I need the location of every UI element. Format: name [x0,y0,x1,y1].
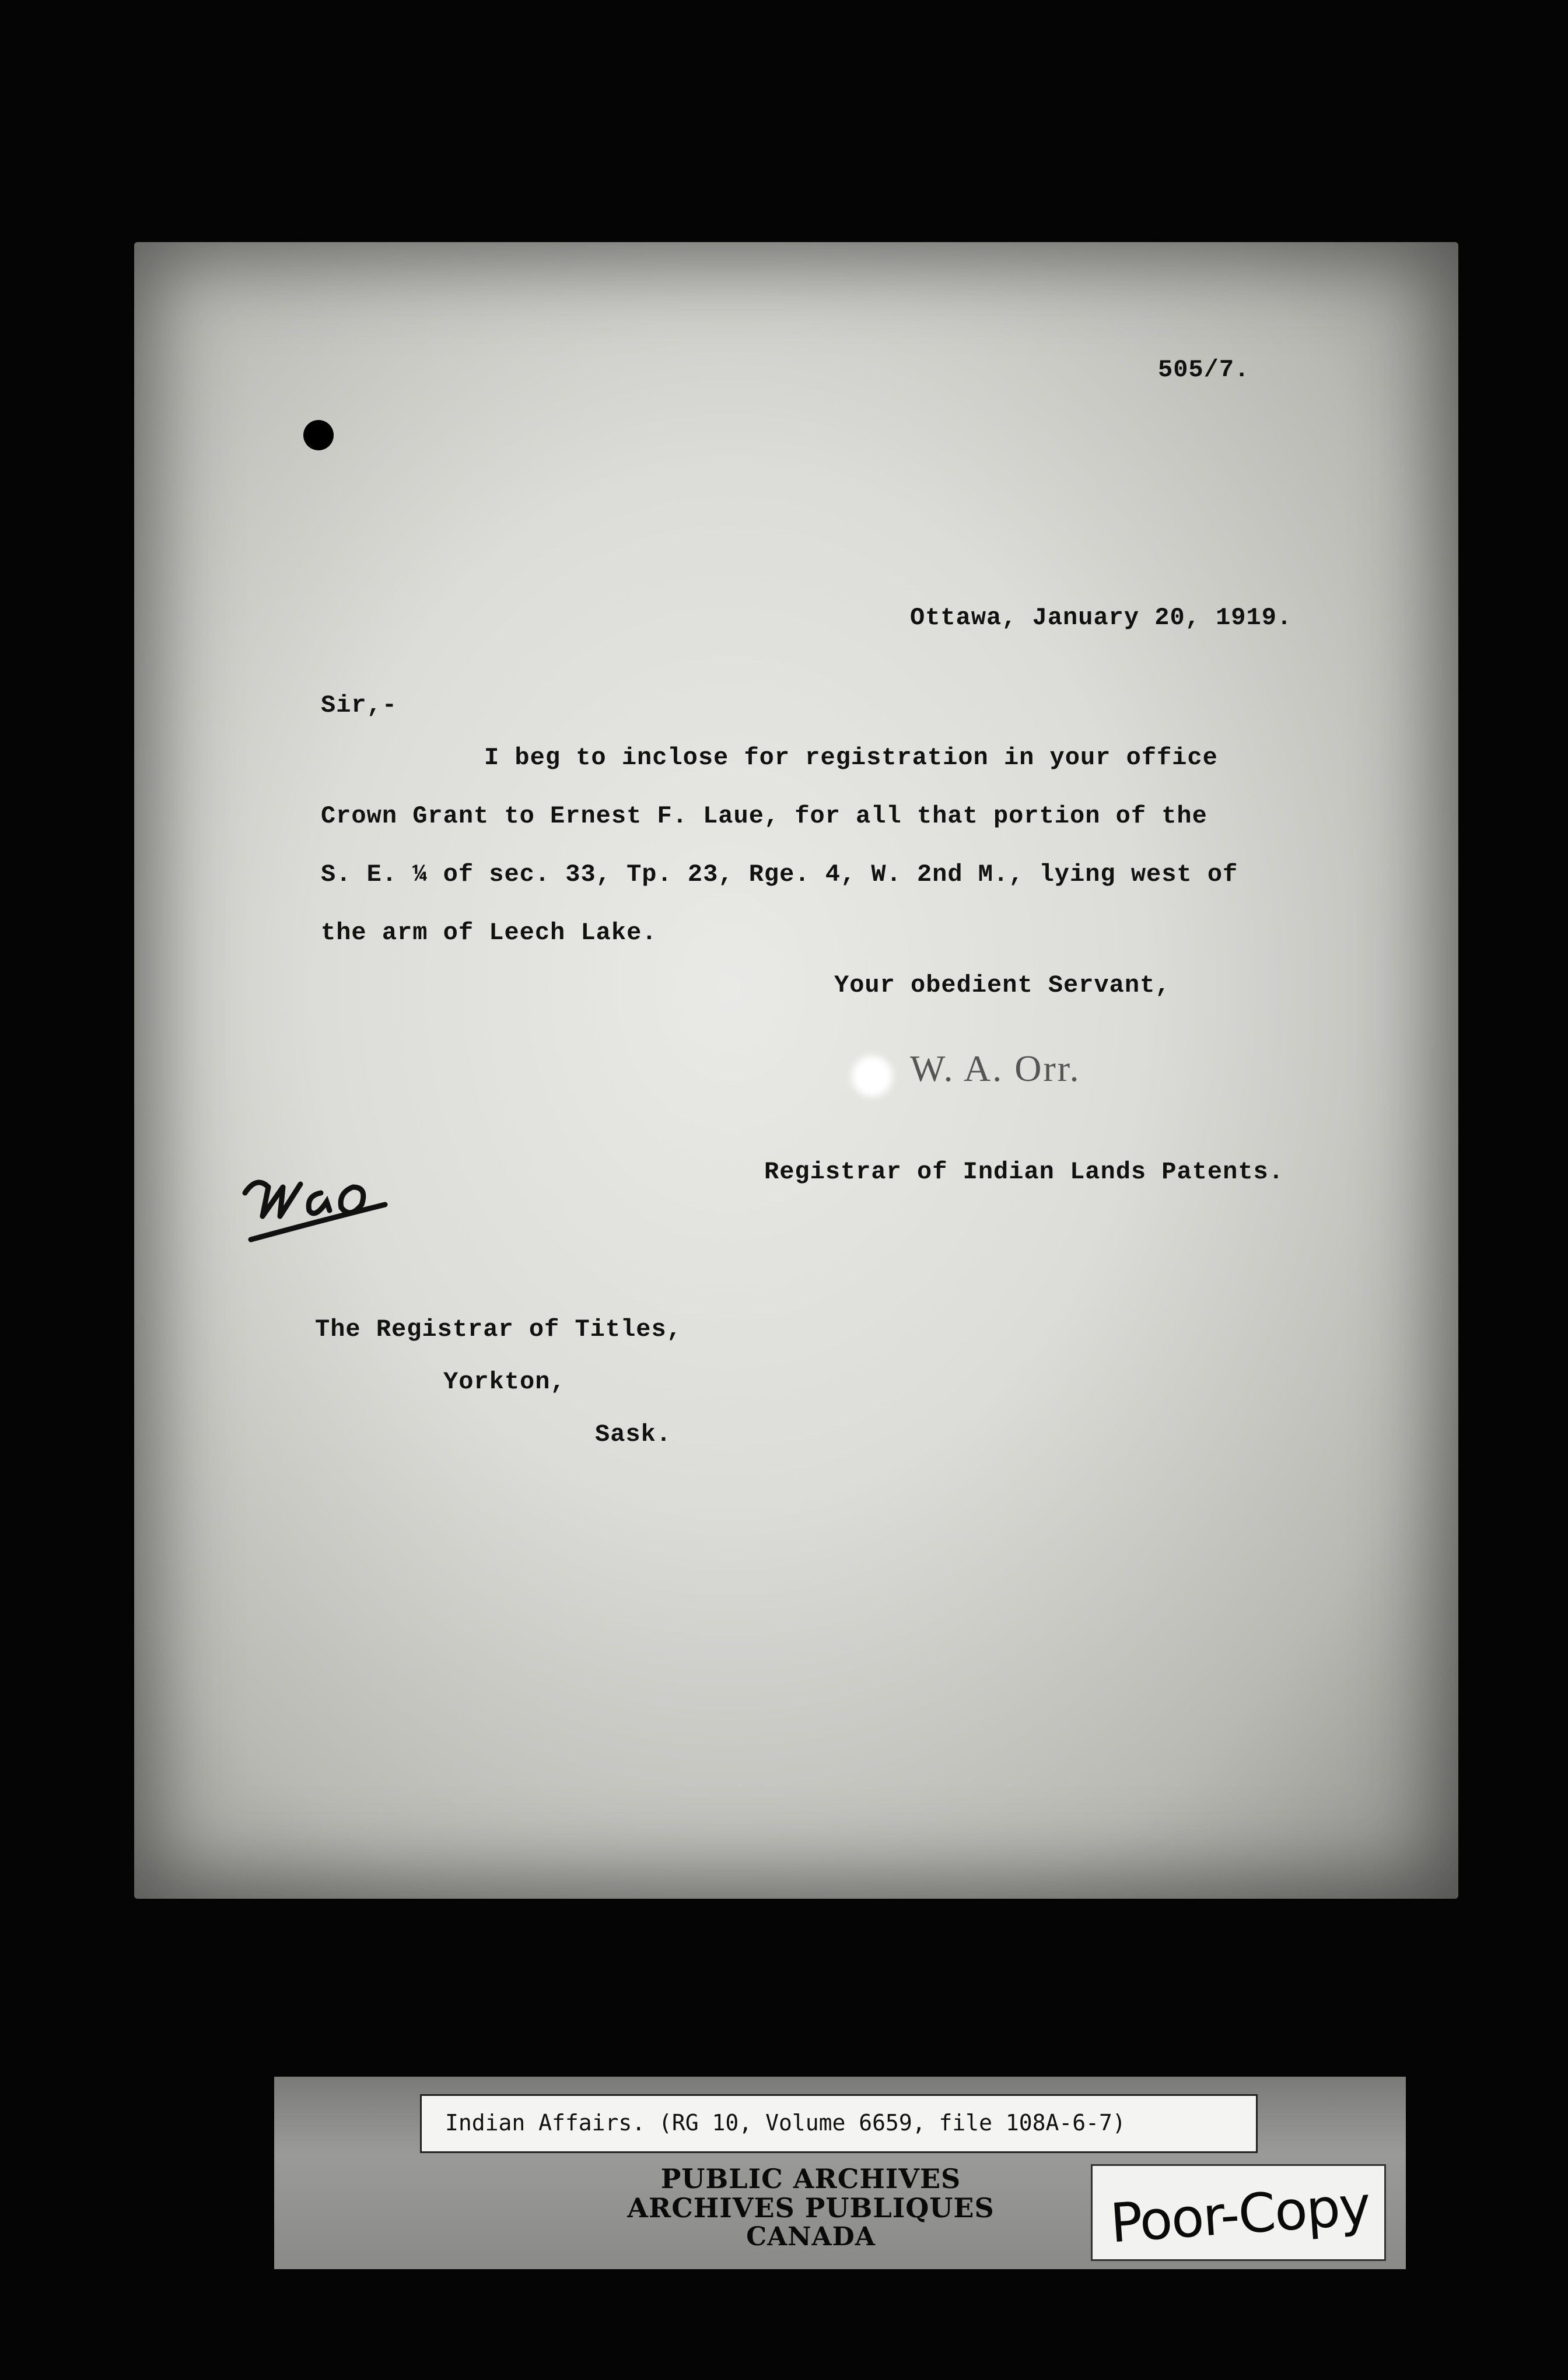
addressee-line: Sask. [595,1420,672,1448]
archives-line: CANADA [746,2222,876,2252]
signature: W. A. Orr. [910,1048,1081,1089]
salutation: Sir,- [321,691,398,719]
addressee-line: The Registrar of Titles, [315,1315,682,1343]
file-reference: 505/7. [1158,356,1250,384]
body-line: S. E. ¼ of sec. 33, Tp. 23, Rge. 4, W. 2nd M., lying west of [321,860,1238,888]
archives-imprint [601,2164,1021,2252]
signer-title: Registrar of Indian Lands Patents. [764,1158,1284,1186]
film-glare [852,1056,892,1097]
date-line: Ottawa, January 20, 1919. [910,604,1293,632]
body-line: I beg to inclose for registration in your office [484,744,1218,772]
punch-hole [303,420,334,450]
archives-line: ARCHIVES PUBLIQUES [627,2192,995,2224]
archive-label-strip [274,2077,1406,2269]
archive-reference-box [420,2094,1258,2153]
body-line: the arm of Leech Lake. [321,919,657,947]
poor-copy-text: Poor-Copy [1108,2174,1372,2255]
archives-line: PUBLIC ARCHIVES [660,2163,961,2194]
letter-page [134,242,1458,1899]
poor-copy-stamp [1091,2164,1386,2261]
archive-reference: Indian Affairs. (RG 10, Volume 6659, file 108A-6-7) [445,2110,1126,2136]
body-line: Crown Grant to Ernest F. Laue, for all that portion of the [321,802,1208,830]
addressee-line: Yorkton, [443,1368,566,1396]
closing-line: Your obedient Servant, [834,971,1171,999]
handwritten-initials [233,1152,397,1257]
